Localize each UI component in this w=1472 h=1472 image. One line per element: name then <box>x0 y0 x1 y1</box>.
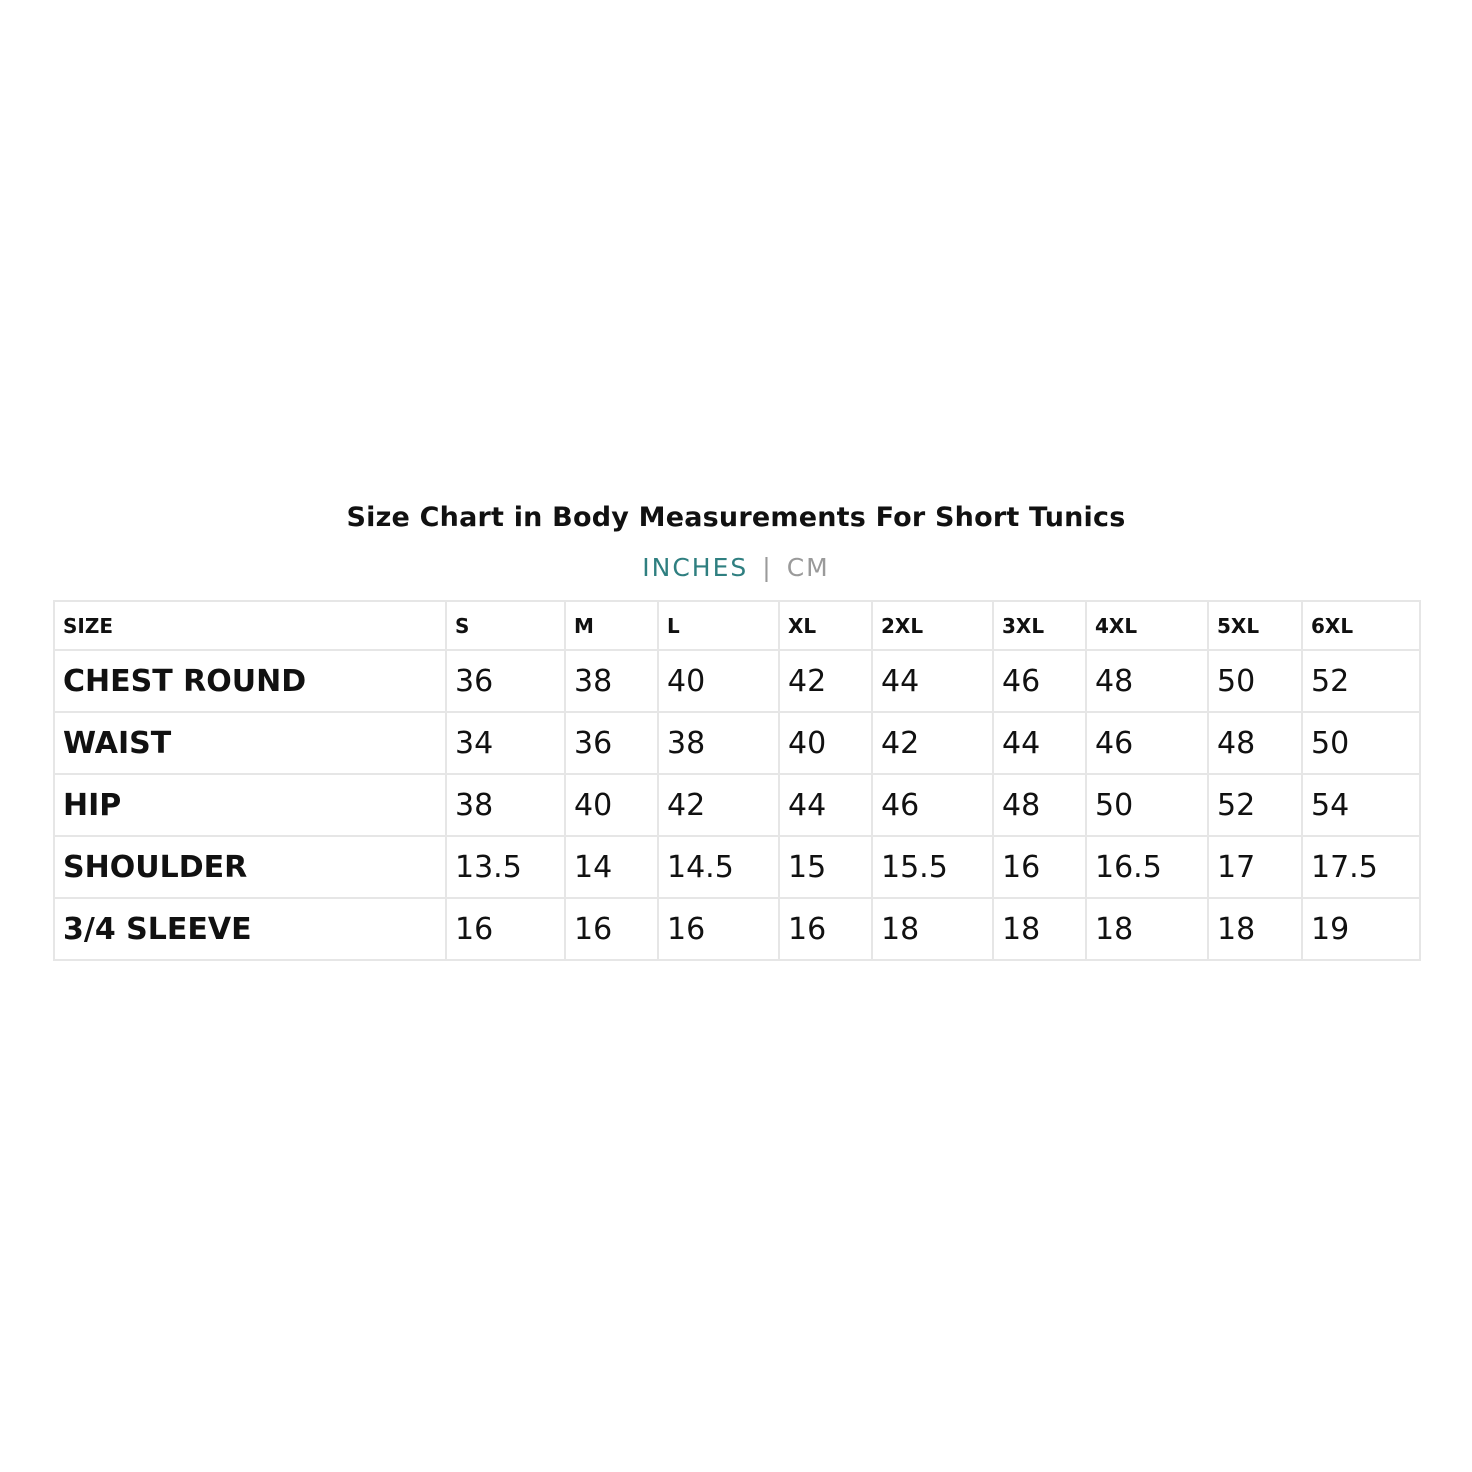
row-label: CHEST ROUND <box>54 650 446 712</box>
table-cell: 38 <box>658 712 779 774</box>
table-row <box>54 650 1420 712</box>
table-cell: 16.5 <box>1086 836 1208 898</box>
header-cell: 6XL <box>1302 601 1420 650</box>
table-cell: 15 <box>779 836 872 898</box>
table-cell: 52 <box>1302 650 1420 712</box>
table-cell: 44 <box>779 774 872 836</box>
unit-separator: | <box>762 553 773 582</box>
row-label: HIP <box>54 774 446 836</box>
table-cell: 44 <box>993 712 1086 774</box>
table-cell: 13.5 <box>446 836 565 898</box>
table-cell: 34 <box>446 712 565 774</box>
table-cell: 14.5 <box>658 836 779 898</box>
table-row <box>54 712 1420 774</box>
table-cell: 18 <box>993 898 1086 960</box>
table-cell: 36 <box>565 712 658 774</box>
table-cell: 17 <box>1208 836 1302 898</box>
unit-inches-toggle[interactable]: INCHES <box>642 553 749 582</box>
table-cell: 50 <box>1302 712 1420 774</box>
table-cell: 16 <box>446 898 565 960</box>
table-cell: 44 <box>872 650 993 712</box>
size-table <box>53 600 1421 961</box>
table-cell: 38 <box>565 650 658 712</box>
table-cell: 18 <box>1086 898 1208 960</box>
table-cell: 16 <box>779 898 872 960</box>
table-cell: 16 <box>658 898 779 960</box>
header-cell: 4XL <box>1086 601 1208 650</box>
table-cell: 46 <box>1086 712 1208 774</box>
header-cell: XL <box>779 601 872 650</box>
table-cell: 14 <box>565 836 658 898</box>
unit-cm-toggle[interactable]: CM <box>786 553 830 582</box>
header-cell: 2XL <box>872 601 993 650</box>
header-cell: M <box>565 601 658 650</box>
header-cell: 5XL <box>1208 601 1302 650</box>
table-cell: 48 <box>1086 650 1208 712</box>
table-cell: 36 <box>446 650 565 712</box>
table-cell: 54 <box>1302 774 1420 836</box>
table-cell: 48 <box>1208 712 1302 774</box>
table-cell: 48 <box>993 774 1086 836</box>
table-cell: 40 <box>779 712 872 774</box>
table-cell: 50 <box>1208 650 1302 712</box>
table-cell: 18 <box>1208 898 1302 960</box>
row-label: 3/4 SLEEVE <box>54 898 446 960</box>
table-cell: 46 <box>993 650 1086 712</box>
table-cell: 42 <box>658 774 779 836</box>
table-cell: 40 <box>565 774 658 836</box>
table-cell: 16 <box>565 898 658 960</box>
table-row <box>54 898 1420 960</box>
table-header-row <box>54 601 1420 650</box>
row-label: SHOULDER <box>54 836 446 898</box>
table-cell: 19 <box>1302 898 1420 960</box>
table-cell: 18 <box>872 898 993 960</box>
table-cell: 50 <box>1086 774 1208 836</box>
table-cell: 17.5 <box>1302 836 1420 898</box>
header-cell: L <box>658 601 779 650</box>
header-cell: 3XL <box>993 601 1086 650</box>
table-cell: 42 <box>872 712 993 774</box>
table-cell: 38 <box>446 774 565 836</box>
header-cell: SIZE <box>54 601 446 650</box>
table-row <box>54 774 1420 836</box>
table-cell: 15.5 <box>872 836 993 898</box>
table-cell: 52 <box>1208 774 1302 836</box>
table-cell: 40 <box>658 650 779 712</box>
table-cell: 16 <box>993 836 1086 898</box>
row-label: WAIST <box>54 712 446 774</box>
unit-switch <box>0 553 1472 582</box>
table-cell: 42 <box>779 650 872 712</box>
table-cell: 46 <box>872 774 993 836</box>
page-title: Size Chart in Body Measurements For Short Tunics <box>346 502 1126 533</box>
header-cell: S <box>446 601 565 650</box>
table-row <box>54 836 1420 898</box>
